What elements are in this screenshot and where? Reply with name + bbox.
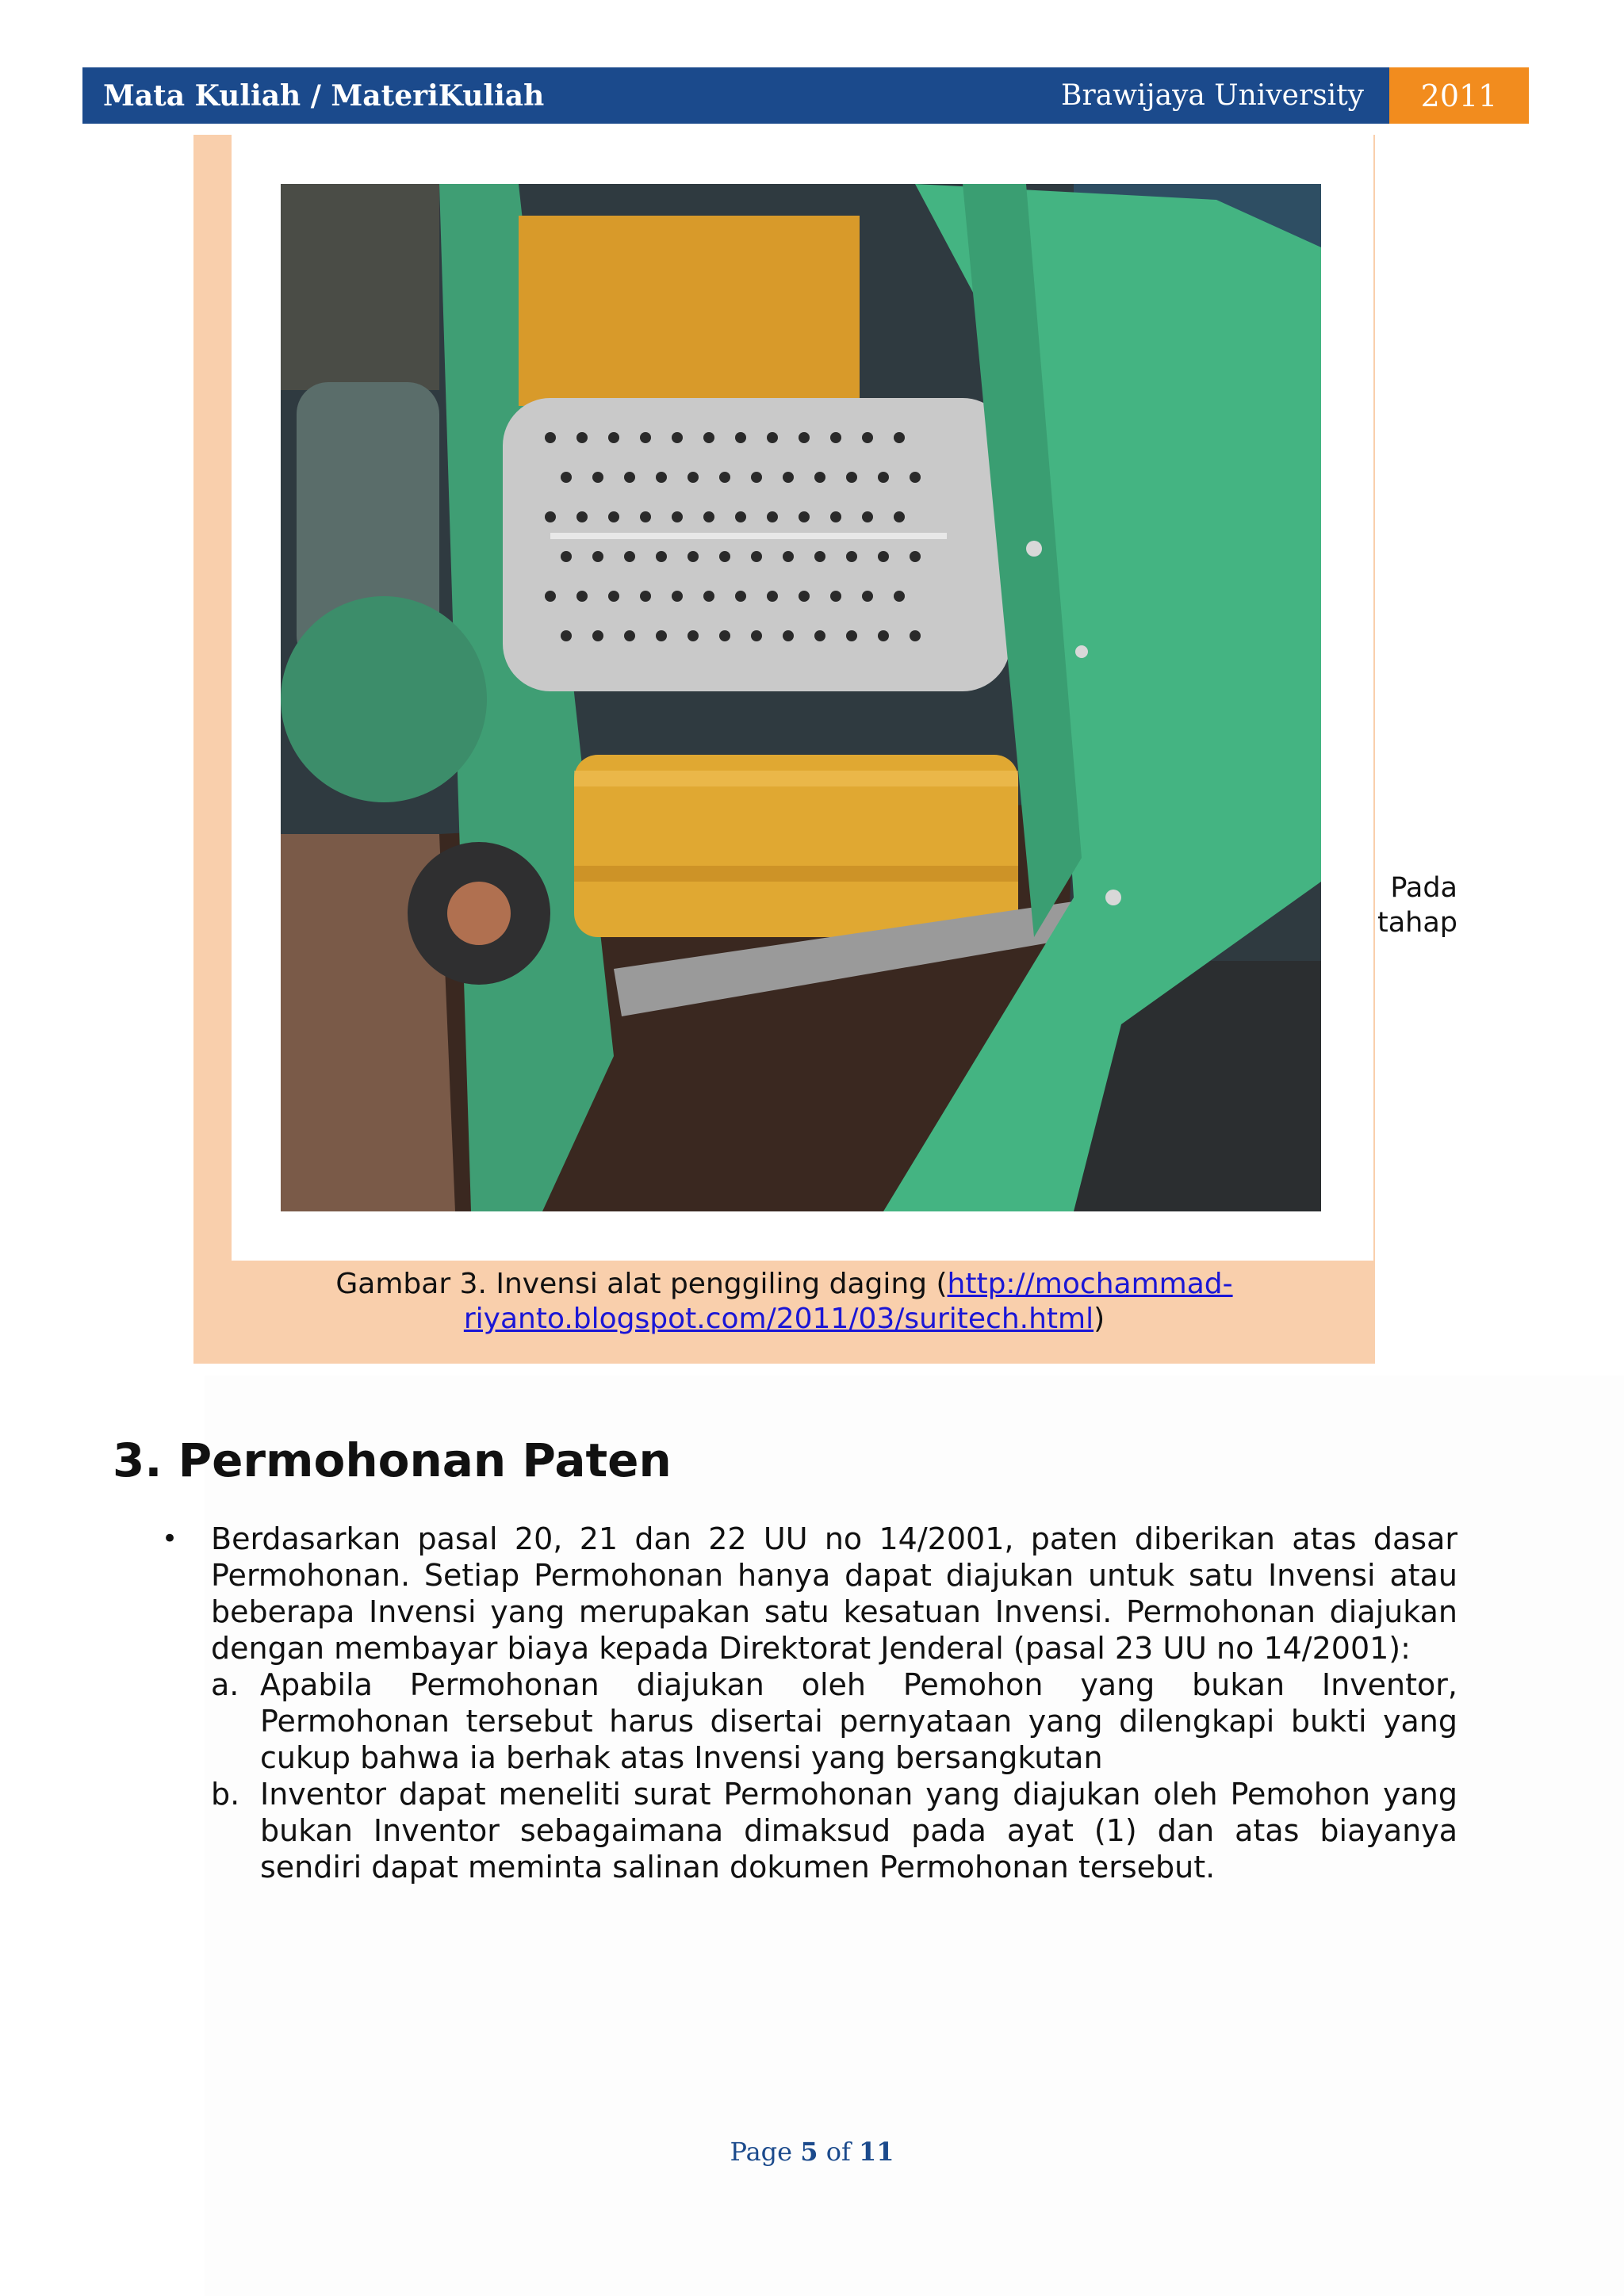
caption-link-part2[interactable]: riyanto.blogspot.com/2011/03/suritech.html (463, 1303, 1094, 1335)
list-item-marker: a. (211, 1667, 239, 1702)
list-item-text: Apabila Permohonan diajukan oleh Pemohon yang bukan Inventor, Permohonan tersebut harus disertai pernyataan yang dilengkapi bukti yang cukup bahwa ia berhak atas Invensi yang bersangkutan (260, 1667, 1457, 1775)
course-title: Mata Kuliah / MateriKuliah (103, 78, 545, 113)
meat-grinder-photo (281, 184, 1321, 1211)
section-content (162, 1521, 1457, 1885)
caption-prefix: Gambar 3. Invensi alat penggiling daging ( (335, 1268, 948, 1300)
bullet-item (162, 1521, 1457, 1885)
footer-total-pages: 11 (858, 2137, 894, 2167)
footer-current-page: 5 (800, 2137, 818, 2167)
list-item-marker: b. (211, 1777, 240, 1812)
page-header (82, 67, 1529, 124)
list-item (211, 1667, 1457, 1776)
page-footer (0, 2137, 1624, 2167)
list-item (211, 1776, 1457, 1885)
bullet-paragraph: Berdasarkan pasal 20, 21 dan 22 UU no 14/2001, paten diberikan atas dasar Permohonan. Setiap Permohonan hanya dapat diajukan untuk satu Invensi atau beberapa Invensi yang merupakan satu kesatuan Invensi. Permohonan diajukan dengan membayar biaya kepada Direktorat Jenderal (pasal 23 UU no 14/2001): (211, 1521, 1457, 1666)
footer-of-word: of (825, 2137, 851, 2167)
bullet-body (211, 1521, 1457, 1885)
side-text-line1: Pada (1390, 872, 1457, 904)
figure-caption (193, 1267, 1375, 1337)
side-text (1377, 871, 1457, 940)
caption-suffix: ) (1094, 1303, 1105, 1335)
section-title: 3. Permohonan Paten (113, 1433, 672, 1487)
caption-link-part1[interactable]: http://mochammad- (947, 1268, 1233, 1300)
side-text-line2: tahap (1377, 907, 1457, 939)
bullet-marker: • (162, 1523, 178, 1555)
list-item-text: Inventor dapat meneliti surat Permohonan yang diajukan oleh Pemohon yang bukan Inventor sebagaimana dimaksud pada ayat (1) dan atas biayanya sendiri dapat meminta salinan dokumen Permohonan tersebut. (260, 1777, 1457, 1885)
year-badge: 2011 (1389, 67, 1529, 124)
figure-frame (193, 135, 1375, 1364)
university-name: Brawijaya University (1060, 79, 1364, 112)
figure-inner-panel (232, 135, 1373, 1261)
footer-page-word: Page (730, 2137, 793, 2167)
